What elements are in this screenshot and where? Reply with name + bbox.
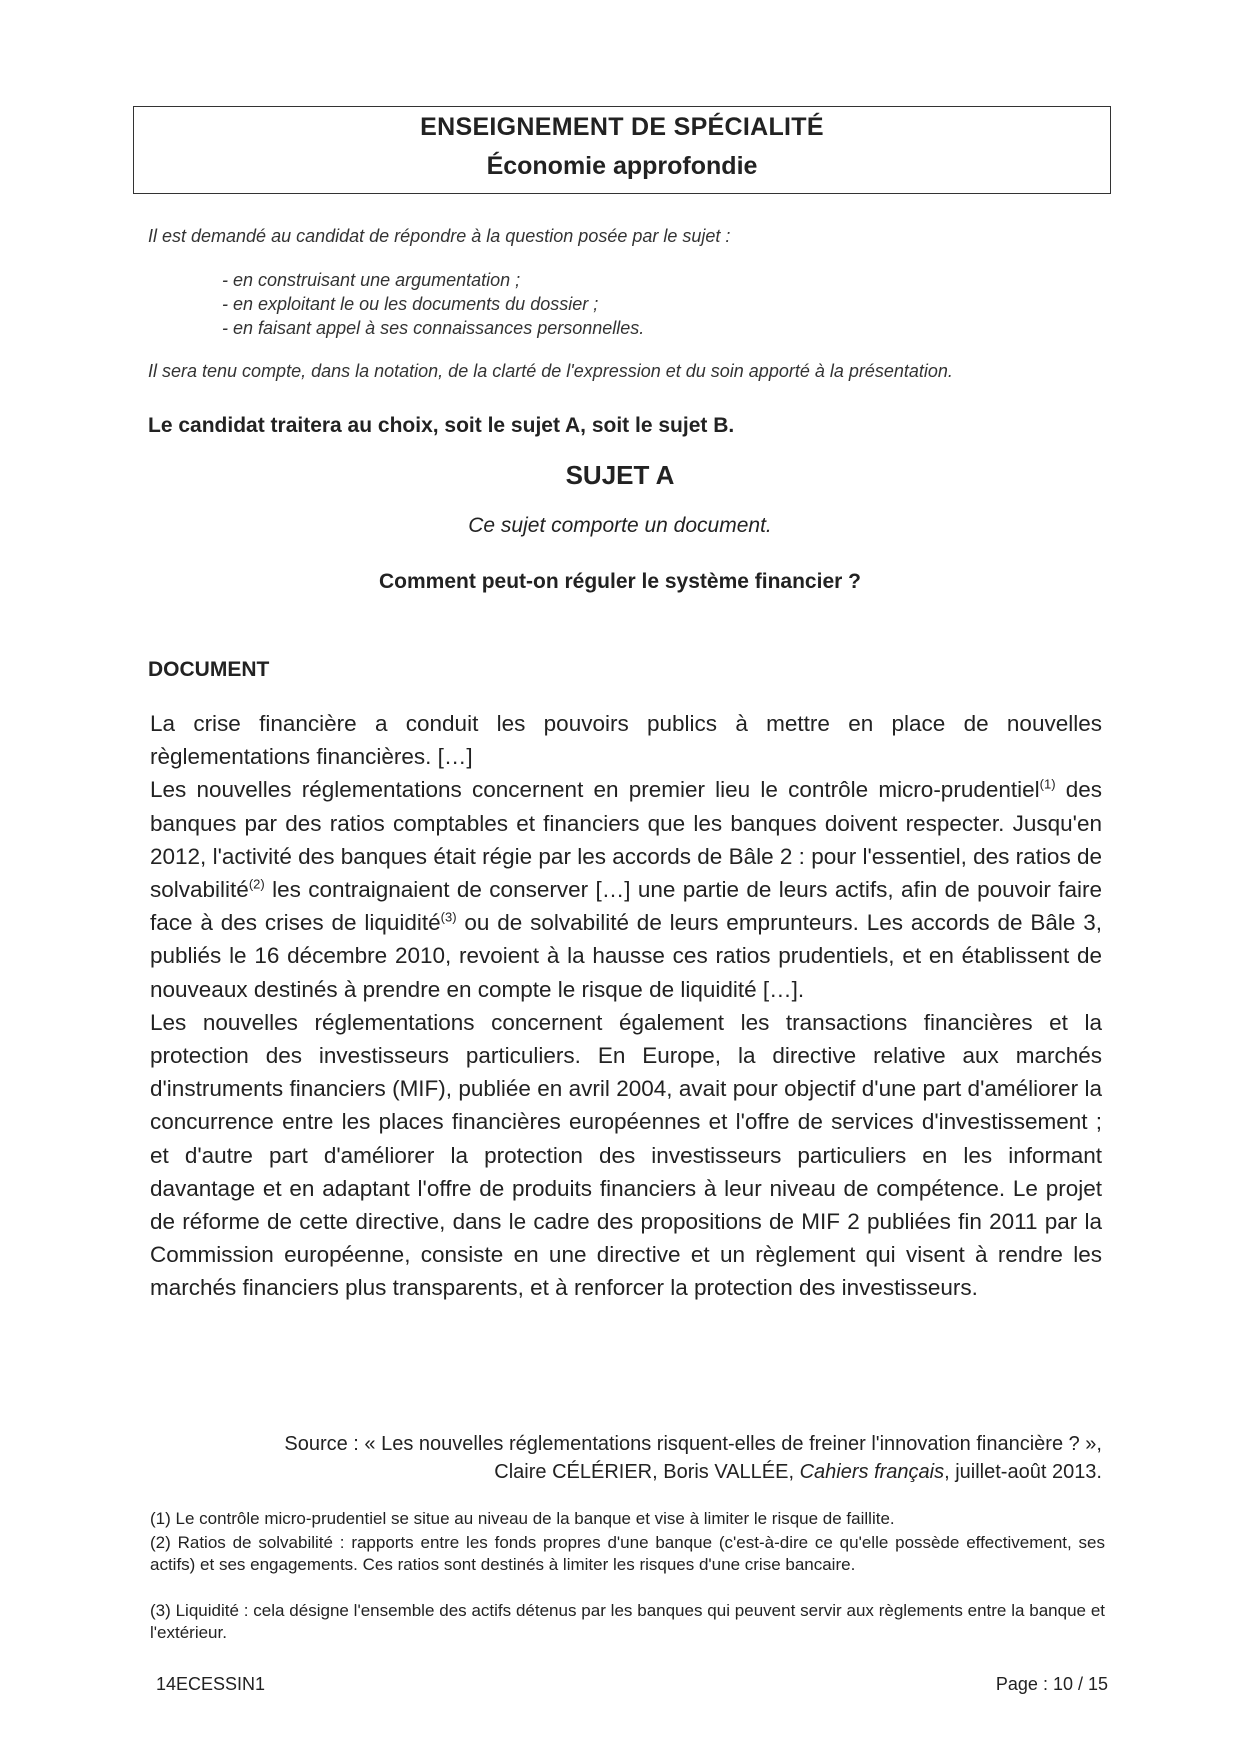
instruction-item: - en faisant appel à ses connaissances personnelles.: [222, 318, 645, 338]
source-authors: Claire CÉLÉRIER, Boris VALLÉE,: [494, 1461, 800, 1483]
choice-statement: Le candidat traitera au choix, soit le sujet A, soit le sujet B.: [148, 414, 735, 437]
footnote-1: (1) Le contrôle micro-prudentiel se situe au niveau de la banque et vise à limiter le risque de faillite.: [150, 1509, 895, 1528]
footnote-2: (2) Ratios de solvabilité : rapports entre les fonds propres d'une banque (c'est-à-dire ce qu'elle possède effectivement, ses actifs) et ses engagements. Ces ratios sont destinés à limiter les risques d'une crise bancaire.: [150, 1533, 1105, 1574]
footnote-ref: (3): [440, 909, 457, 925]
footnote-ref: (1): [1039, 776, 1056, 792]
page-subtitle: Économie approfondie: [486, 152, 758, 180]
instruction-item: - en exploitant le ou les documents du dossier ;: [222, 294, 599, 314]
document-text: les contraignaient de conserver […] une partie de leurs actifs, afin de pouvoir faire face à des crises de liquidité: [150, 877, 1102, 936]
instructions-list: [222, 268, 644, 340]
sujet-subtitle: Ce sujet comporte un document.: [468, 514, 772, 537]
document-text: ou de solvabilité de leurs emprunteurs. Les accords de Bâle 3, publiés le 16 décembre 2010, revoient à la hausse ces ratios prudentiels, et en établissent de nouveaux destinés à prendre en compte le risque de liquidité […].: [150, 910, 1103, 1002]
footnote-3: (3) Liquidité : cela désigne l'ensemble des actifs détenus par les banques qui peuvent servir aux règlements entre la banque et l'extérieur.: [150, 1601, 1105, 1642]
title-box: [133, 106, 1111, 194]
document-paragraph: Les nouvelles réglementations concernent également les transactions financières et la protection des investisseurs particuliers. En Europe, la directive relative aux marchés d'instruments financiers (MIF), publiée en avril 2004, avait pour objectif d'une part d'améliorer la concurrence entre les places financières européennes et l'offre de services d'investissement ; et d'autre part d'améliorer la protection des investisseurs particuliers en les informant davantage et en adaptant l'offre de produits financiers à leur niveau de compétence. Le projet de réforme de cette directive, dans le cadre des propositions de MIF 2 publiées fin 2011 par la Commission européenne, consiste en une directive et un règlement qui visent à rendre les marchés financiers plus transparents, et à renforcer la protection des investisseurs.: [150, 1009, 1102, 1301]
exam-code: 14ECESSIN1: [156, 1674, 266, 1694]
source-authors-line: [284, 1458, 1102, 1486]
instruction-item: - en construisant une argumentation ;: [222, 270, 521, 290]
document-text: des banques par des ratios comptables et financiers que les banques doivent respecter. Jusqu'en 2012, l'activité des banques était régie par les accords de Bâle 2 : pour l'essentiel, des ratios de solvabilité: [150, 777, 1102, 903]
document-paragraph: La crise financière a conduit les pouvoirs publics à mettre en place de nouvelles règlementations financières. […]: [150, 711, 1102, 770]
footnote-ref: (2): [248, 876, 265, 892]
source-date: , juillet-août 2013.: [944, 1461, 1102, 1483]
source-publication: Cahiers français: [799, 1461, 945, 1483]
page-title: ENSEIGNEMENT DE SPÉCIALITÉ: [420, 113, 824, 141]
document-heading: DOCUMENT: [148, 658, 270, 681]
document-paragraph: [150, 773, 1102, 1005]
document-body: [150, 707, 1102, 1305]
instructions-note: Il sera tenu compte, dans la notation, de la clarté de l'expression et du soin apporté à la présentation.: [148, 361, 953, 381]
sujet-question: Comment peut-on réguler le système financier ?: [379, 570, 861, 593]
page-number: Page : 10 / 15: [995, 1674, 1108, 1694]
source-citation: [284, 1430, 1102, 1486]
instructions-intro: Il est demandé au candidat de répondre à la question posée par le sujet :: [148, 226, 731, 246]
document-text: Les nouvelles réglementations concernent en premier lieu le contrôle micro-prudentiel: [150, 777, 1040, 803]
sujet-title: SUJET A: [565, 460, 675, 490]
source-line: Source : « Les nouvelles réglementations risquent-elles de freiner l'innovation financière ? »,: [284, 1433, 1102, 1455]
